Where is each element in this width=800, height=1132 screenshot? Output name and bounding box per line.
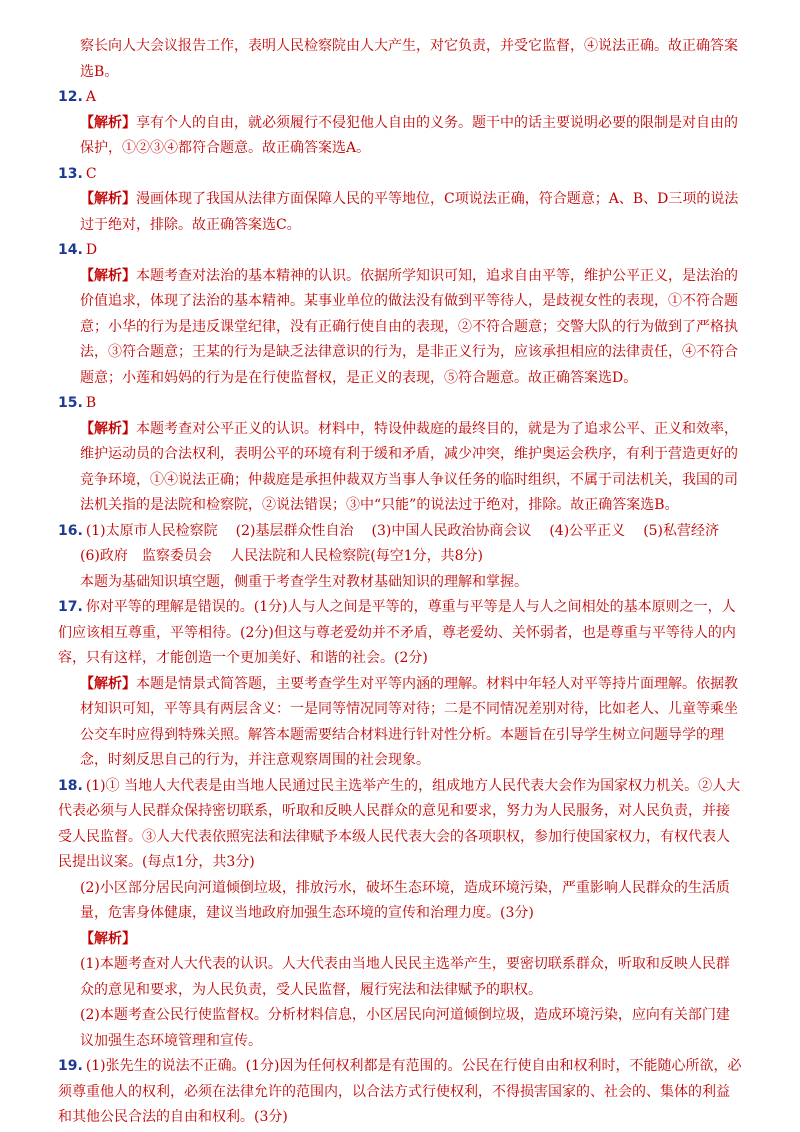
analysis-text: 本题为基础知识填空题，侧重于考查学生对教材基础知识的理解和掌握。 [80,573,528,590]
question-number: 19. [58,1058,83,1074]
analysis-tag: 【解析】 [80,930,136,947]
question-15 [58,391,742,519]
blank-answer-4: (4)公平正义 [549,522,626,539]
analysis-text: 本题考查对公平正义的认识。材料中，特设仲裁庭的最终目的，就是为了追求公平、正义和效率，维护运动员的合法权利，表明公平的环境有利于缓和矛盾，减少冲突，维护奥运会秩序，有利于营造更好的竞争环境，①④说法正确；仲裁庭是承担仲裁双方当事人争议任务的临时组织，不属于司法机关，我国的司法机关指的是法院和检察院，②说法错误；③中“只能”的说法过于绝对，排除。故正确答案选B。 [80,420,738,513]
blank-answer-3: (3)中国人民政治协商会议 [371,522,532,539]
blank-answer-1: (1)太原市人民检察院 [85,522,218,539]
continued-analysis-text: 察长向人大会议报告工作，表明人民检察院由人大产生，对它负责，并受它监督，④说法正确。故正确答案选B。 [80,38,738,80]
answer-text: (1)张先生的说法不正确。(1分)因为任何权利都是有范围的。公民在行使自由和权利时，不能随心所欲，必须尊重他人的权利，必须在法律允许的范围内，以合法方式行使权利，不得损害国家的、社会的、集体的利益和其他公民合法的自由和权利。(3分) [58,1058,742,1125]
analysis-tag: 【解析】 [80,675,136,692]
question-number: 15. [58,395,83,411]
question-17 [58,595,742,774]
analysis-text: 本题考查对法治的基本精神的认识。依据所学知识可知，追求自由平等，维护公平正义，是法治的价值追求，体现了法治的基本精神。某事业单位的做法没有做到平等待人，是歧视女性的表现，①不符合题意；小华的行为是违反课堂纪律，没有正确行使自由的表现，②不符合题意；交警大队的行为做到了严格执法，③符合题意；王某的行为是缺乏法律意识的行为，是非正义行为，应该承担相应的法律责任，④不符合题意；小莲和妈妈的行为是在行使监督权，是正义的表现，⑤符合题意。故正确答案选D。 [80,267,738,386]
question-18 [58,774,742,1055]
blank-answer-6: (6)政府 监察委员会 人民法院和人民检察院(每空1分，共8分) [80,548,484,564]
question-number: 13. [58,165,83,182]
blank-answer-5: (5)私营经济 [643,522,720,539]
blank-answer-2: (2)基层群众性自治 [235,522,354,539]
analysis-tag: 【解析】 [80,114,136,131]
question-number: 12. [58,89,83,105]
answer-part-1: (1)① 当地人大代表是由当地人民通过民主选举产生的，组成地方人民代表大会作为国家权力机关。②人大代表必须与人民群众保持密切联系，听取和反映人民群众的意见和要求，努力为人民服务，对人民负责，并接受人民监督。③人大代表依照宪法和法律赋予本级人民代表大会的各项职权，参加行使国家权力，有权代表人民提出议案。(每点1分，共3分) [58,777,741,870]
answer-letter: D [85,242,98,258]
answer-letter: A [85,89,96,105]
analysis-tag: 【解析】 [80,267,136,284]
question-19 [58,1054,742,1131]
question-12 [58,85,742,162]
answer-letter: B [85,395,97,411]
question-number: 16. [58,522,83,539]
analysis-text: 本题是情景式简答题，主要考查学生对平等内涵的理解。材料中年轻人对平等持片面理解。依据教材知识可知，平等具有两层含义：一是同等情况同等对待；二是不同情况差别对待，比如老人、儿童等乘坐公交车时应得到特殊关照。解答本题需要结合材料进行针对性分析。本题旨在引导学生树立问题导学的理念，时刻反思自己的行为，并注意观察周围的社会现象。 [80,675,738,768]
question-number: 14. [58,242,83,258]
answer-part-2: (2)小区部分居民向河道倾倒垃圾，排放污水，破坏生态环境，造成环境污染，严重影响人民群众的生活质量，危害身体健康，建议当地政府加强生态环境的宣传和治理力度。(3分) [80,879,730,921]
question-number: 18. [58,777,83,794]
analysis-part-2: (2)本题考查公民行使监督权。分析材料信息，小区居民向河道倾倒垃圾，造成环境污染，应向有关部门建议加强生态环境管理和宣传。 [80,1007,730,1049]
question-14 [58,238,742,391]
question-number: 17. [58,599,83,615]
question-16 [58,519,742,596]
analysis-text: 漫画体现了我国从法律方面保障人民的平等地位，C项说法正确，符合题意；A、B、D三项的说法过于绝对，排除。故正确答案选C。 [80,191,739,233]
analysis-tag: 【解析】 [80,420,136,437]
analysis-text: 享有个人的自由，就必须履行不侵犯他人自由的义务。题干中的话主要说明必要的限制是对自由的保护，①②③④都符合题意。故正确答案选A。 [80,114,738,156]
answer-letter: C [85,165,97,182]
answer-text: 你对平等的理解是错误的。(1分)人与人之间是平等的，尊重与平等是人与人之间相处的基本原则之一，人们应该相互尊重，平等相待。(2分)但这与尊老爱幼并不矛盾，尊老爱幼、关怀弱者，也是尊重与平等待人的内容，只有这样，才能创造一个更加美好、和谐的社会。(2分) [58,599,736,666]
question-13 [58,162,742,239]
analysis-tag: 【解析】 [80,191,136,207]
analysis-part-1: (1)本题考查对人大代表的认识。人大代表由当地人民民主选举产生，要密切联系群众，听取和反映人民群众的意见和要求，为人民负责，受人民监督，履行宪法和法律赋予的职权。 [80,956,730,998]
